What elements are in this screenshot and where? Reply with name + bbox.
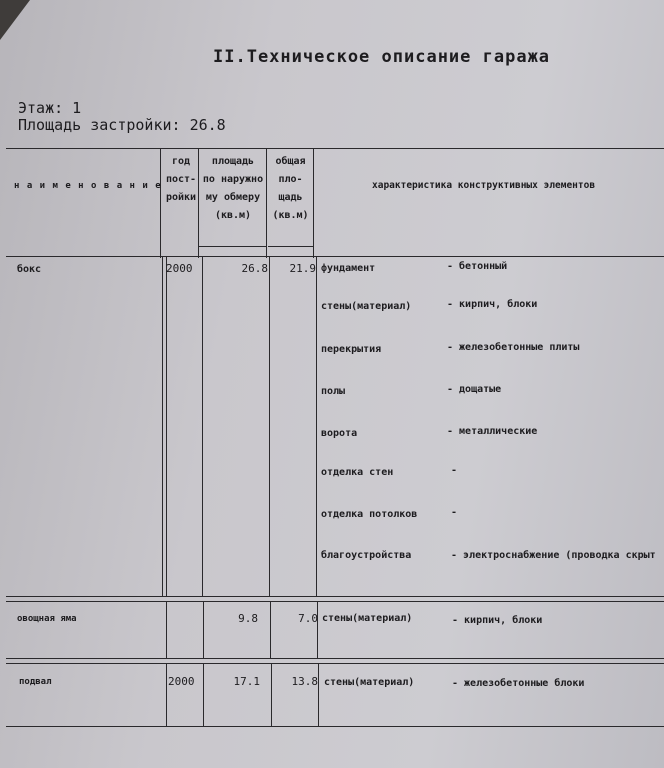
col-divider-name	[160, 148, 161, 258]
row1-value-2: - кирпич, блоки	[447, 299, 538, 310]
row2-top-border	[6, 601, 664, 602]
col-divider-name-body	[166, 256, 167, 596]
row2-value-1: - кирпич, блоки	[452, 615, 543, 626]
row2-total-area: 7.0	[298, 612, 318, 625]
row3-value-1: - железобетонные блоки	[452, 678, 585, 689]
floor-label: Этаж: 1	[18, 99, 82, 117]
row3-top-border	[6, 663, 664, 664]
row1-element-4: полы	[321, 386, 346, 397]
row1-element-2: стены(материал)	[321, 301, 412, 312]
r3-divider-b	[203, 663, 204, 726]
r3-divider-c	[271, 663, 272, 726]
row1-element-3: перекрытия	[321, 344, 382, 355]
row2-outer-area: 9.8	[238, 612, 258, 625]
header-year-line2: пост-	[165, 174, 197, 185]
header-total-area	[268, 153, 313, 225]
header-total-line4: (кв.м)	[272, 210, 309, 221]
row1-outer-area: 26.8	[241, 262, 268, 275]
header-outer-line1: площадь	[211, 156, 255, 167]
row1-element-7: отделка потолков	[321, 509, 418, 520]
col-divider-total	[313, 148, 314, 258]
col-divider-year-body	[162, 256, 163, 596]
header-year	[163, 153, 199, 207]
row3-total-area: 13.8	[291, 675, 318, 688]
header-bottom-border	[6, 256, 664, 257]
header-total-line1: общая	[275, 156, 306, 167]
row3-name: подвал	[19, 677, 52, 687]
col-divider-year-body2	[202, 256, 203, 596]
col-divider-total-body	[316, 256, 317, 596]
header-year-line3: ройки	[165, 192, 197, 203]
row1-value-5: - металлические	[447, 426, 538, 437]
row1-element-5: ворота	[321, 428, 358, 439]
row1-total-area: 21.9	[289, 262, 316, 275]
header-outer-area	[199, 153, 267, 225]
document-title: II.Техническое описание гаража	[213, 47, 551, 67]
header-characteristics: характеристика конструктивных элементов	[372, 180, 596, 191]
header-total-line2: пло-	[278, 174, 303, 185]
row1-value-3: - железобетонные плиты	[447, 342, 580, 353]
header-sub-line-1	[199, 246, 267, 247]
area-label: Площадь застройки: 26.8	[18, 116, 226, 134]
row1-value-8: - электроснабжение (проводка скрыт	[451, 550, 656, 561]
r3-divider-d	[318, 663, 319, 726]
header-year-line1: год	[171, 156, 191, 167]
r3-divider-a	[166, 663, 167, 726]
row1-element-6: отделка стен	[321, 467, 394, 478]
row1-name: бокс	[17, 264, 42, 275]
r2-divider-c	[270, 601, 271, 658]
row2-bottom-border	[6, 658, 664, 659]
row2-element-1: стены(материал)	[322, 613, 413, 624]
row3-element-1: стены(материал)	[324, 677, 415, 688]
header-outer-line3: му обмеру	[205, 192, 261, 203]
header-outer-line4: (кв.м)	[214, 210, 252, 221]
header-total-line3: щадь	[278, 192, 303, 203]
row1-value-1: - бетонный	[447, 261, 508, 272]
row3-outer-area: 17.1	[233, 675, 260, 688]
row1-value-7: -	[451, 507, 458, 518]
r2-divider-d	[317, 601, 318, 658]
header-sub-line-2	[268, 246, 313, 247]
row1-bottom-border	[6, 596, 664, 597]
row1-element-1: фундамент	[321, 263, 376, 274]
col-divider-outer-body	[269, 256, 270, 596]
row2-name: овощная яма	[17, 614, 77, 624]
row1-value-4: - дощатые	[447, 384, 502, 395]
r2-divider-a	[166, 601, 167, 658]
r2-divider-b	[203, 601, 204, 658]
header-outer-line2: по наружно	[202, 174, 264, 185]
row3-bottom-border	[6, 726, 664, 727]
row1-element-8: благоустройства	[321, 550, 412, 561]
header-name: н а и м е н о в а н и е	[14, 181, 162, 191]
table-top-border	[6, 148, 664, 149]
row1-year: 2000	[166, 262, 193, 275]
row1-value-6: -	[451, 465, 458, 476]
row3-year: 2000	[168, 675, 195, 688]
